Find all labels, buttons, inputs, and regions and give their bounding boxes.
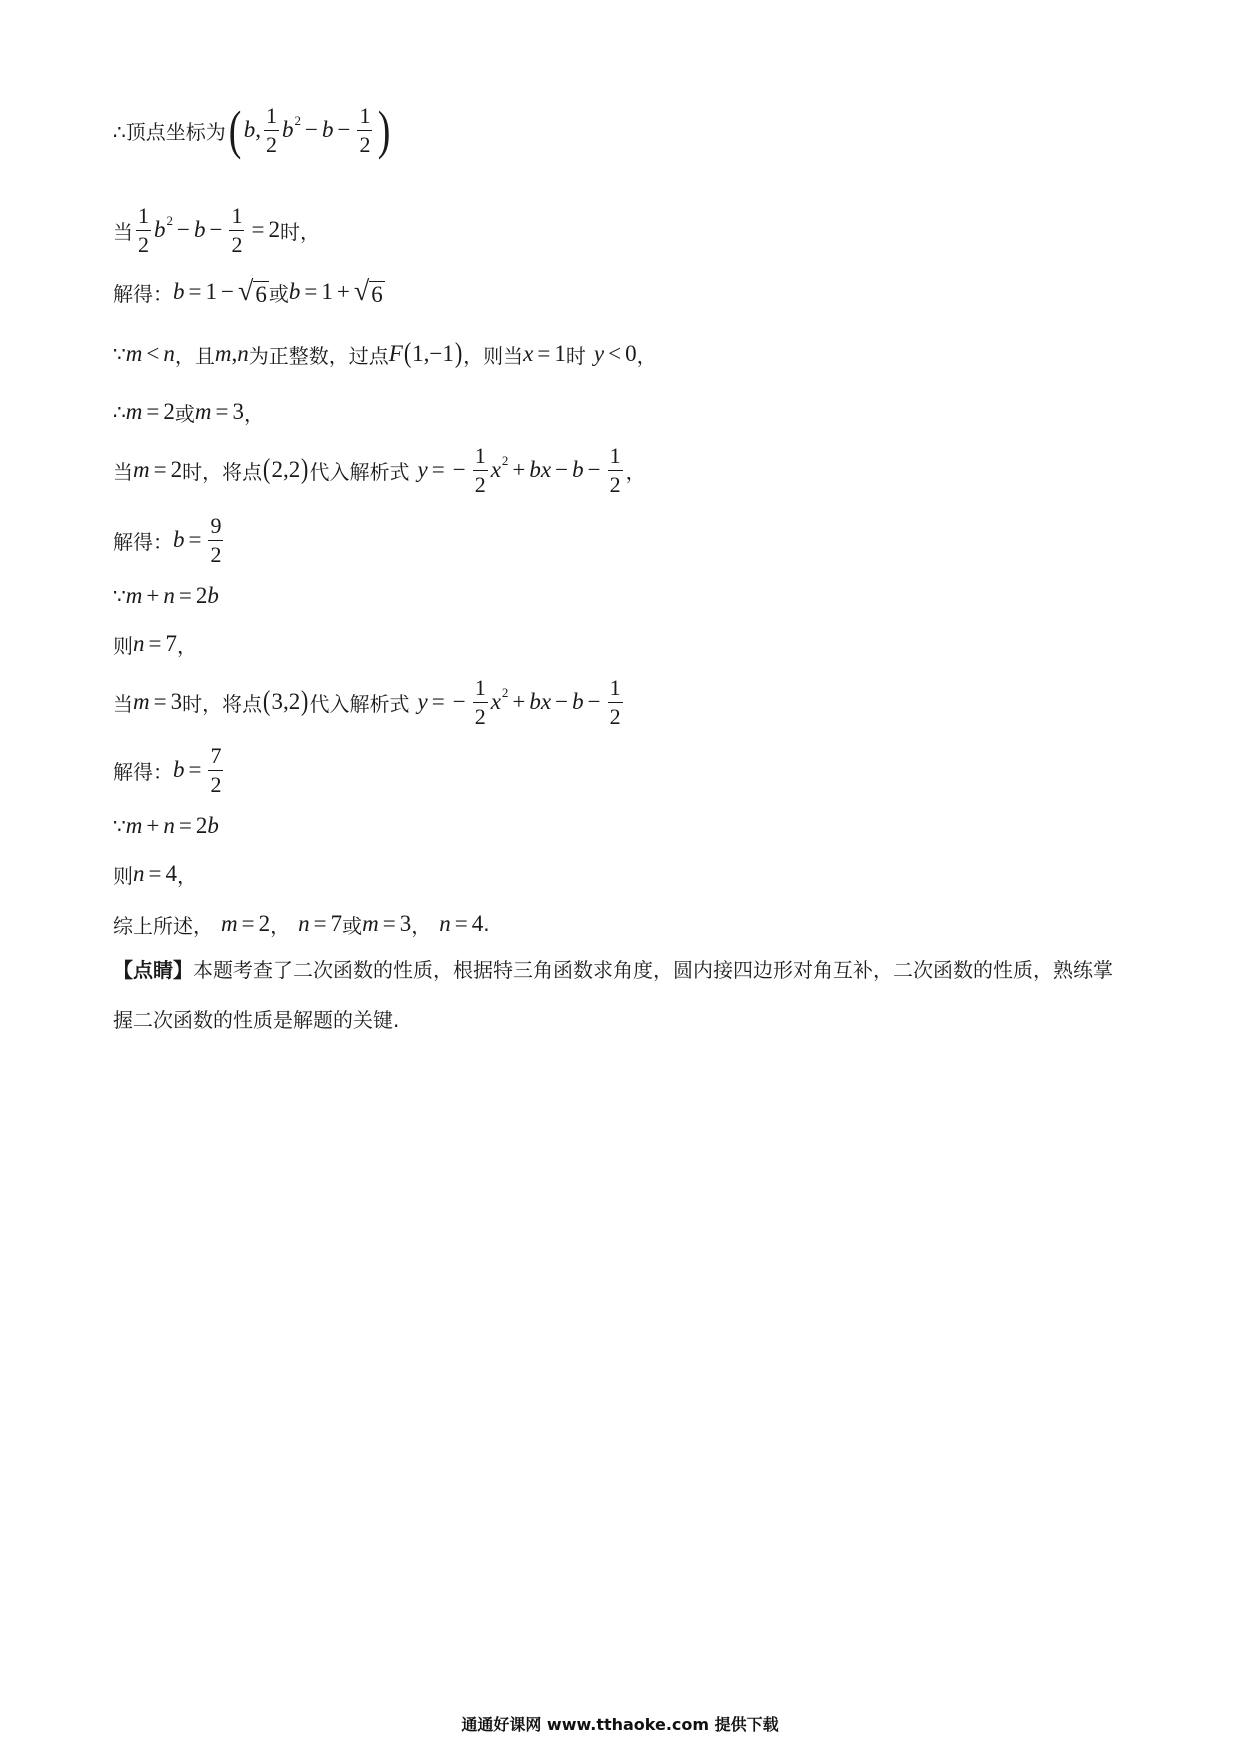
line-when-m-3: 当 m = 3 时，将点 ( 3,2 ) 代入解析式 y = − $\frac{1}{2}$ x 2 + bx − b − $\frac{1}{2}$ xyxy=(113,675,621,729)
line-therefore-m: ∴ m = 2 或 m = 3 ， xyxy=(113,399,264,426)
line-vertex-coordinates: ∴顶点坐标为 ( b , $\frac{1}{2}$ b 2 − b − $\frac{1}{2}$ ) xyxy=(113,100,391,160)
line-m-plus-n-2b-second: ∵ m + n = 2 b xyxy=(113,813,219,838)
text: ∴顶点坐标为 xyxy=(113,119,226,144)
comment-text: 本题考查了二次函数的性质，根据特三角函数求角度，圆内接四边形对角互补，二次函数的性质，熟练掌握二次函数的性质是解题的关键. xyxy=(113,958,1113,1032)
line-when-m-2: 当 m = 2 时，将点 ( 2,2 ) 代入解析式 y = − $\frac{1}{2}$ x 2 + bx − b − $\frac{1}{2}$ ， xyxy=(113,443,646,497)
line-solve-b-7-2: 解得： b = $\frac{7}{2}$ xyxy=(113,743,222,797)
line-solve-b-9-2: 解得： b = $\frac{9}{2}$ xyxy=(113,513,222,567)
line-n-4: 则 n = 4 ， xyxy=(113,861,197,888)
line-conclusion: 综上所述， m = 2 ， n = 7 或 m = 3 ， n = 4 . xyxy=(113,911,490,938)
line-m-plus-n-2b: ∵ m + n = 2 b xyxy=(113,583,219,608)
comment-label: 【点睛】 xyxy=(113,958,193,982)
line-solve-b-sqrt6: 解得： b = 1 − √ 6 或 b = 1 + √ 6 xyxy=(113,276,383,307)
footer-watermark: 通通好课网 www.tthaoke.com 提供下载 xyxy=(461,1715,779,1734)
line-when-equals-2: 当 $\frac{1}{2}$ b 2 − b − $\frac{1}{2}$ = 2 时， xyxy=(113,203,320,257)
comment-paragraph xyxy=(113,945,1123,1045)
line-because-m-less-n: ∵ m < n ，且 m , n 为正整数，过点 F ( 1,−1 ) ，则当 x = 1 时 y < 0 ， xyxy=(113,338,657,369)
line-n-7: 则 n = 7 ， xyxy=(113,631,197,658)
